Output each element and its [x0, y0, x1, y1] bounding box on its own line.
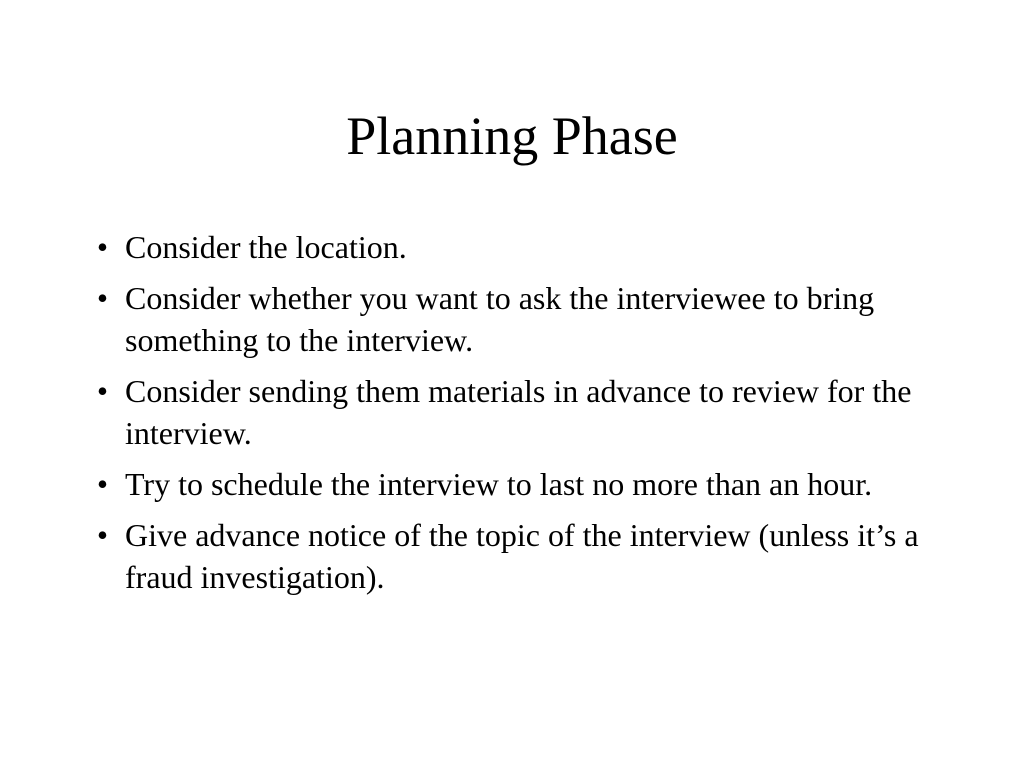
- slide-title: Planning Phase: [346, 106, 678, 166]
- bullet-item: [80, 226, 940, 268]
- bullet-text: Try to schedule the interview to last no more than an hour.: [125, 466, 873, 502]
- bullet-marker: •: [96, 373, 109, 409]
- bullet-item: [80, 370, 940, 454]
- bullet-item: [80, 514, 940, 598]
- bullet-list: [80, 226, 940, 607]
- bullet-text: Give advance notice of the topic of the interview (unless it’s a fraud investigation).: [125, 517, 919, 595]
- bullet-marker: •: [96, 517, 109, 553]
- bullet-marker: •: [96, 280, 109, 316]
- bullet-marker: •: [96, 229, 109, 265]
- bullet-text: Consider the location.: [125, 229, 407, 265]
- bullet-item: [80, 277, 940, 361]
- bullet-marker: •: [96, 466, 109, 502]
- bullet-text: Consider sending them materials in advance to review for the interview.: [125, 373, 912, 451]
- bullet-text: Consider whether you want to ask the interviewee to bring something to the interview.: [125, 280, 875, 358]
- bullet-item: [80, 463, 940, 505]
